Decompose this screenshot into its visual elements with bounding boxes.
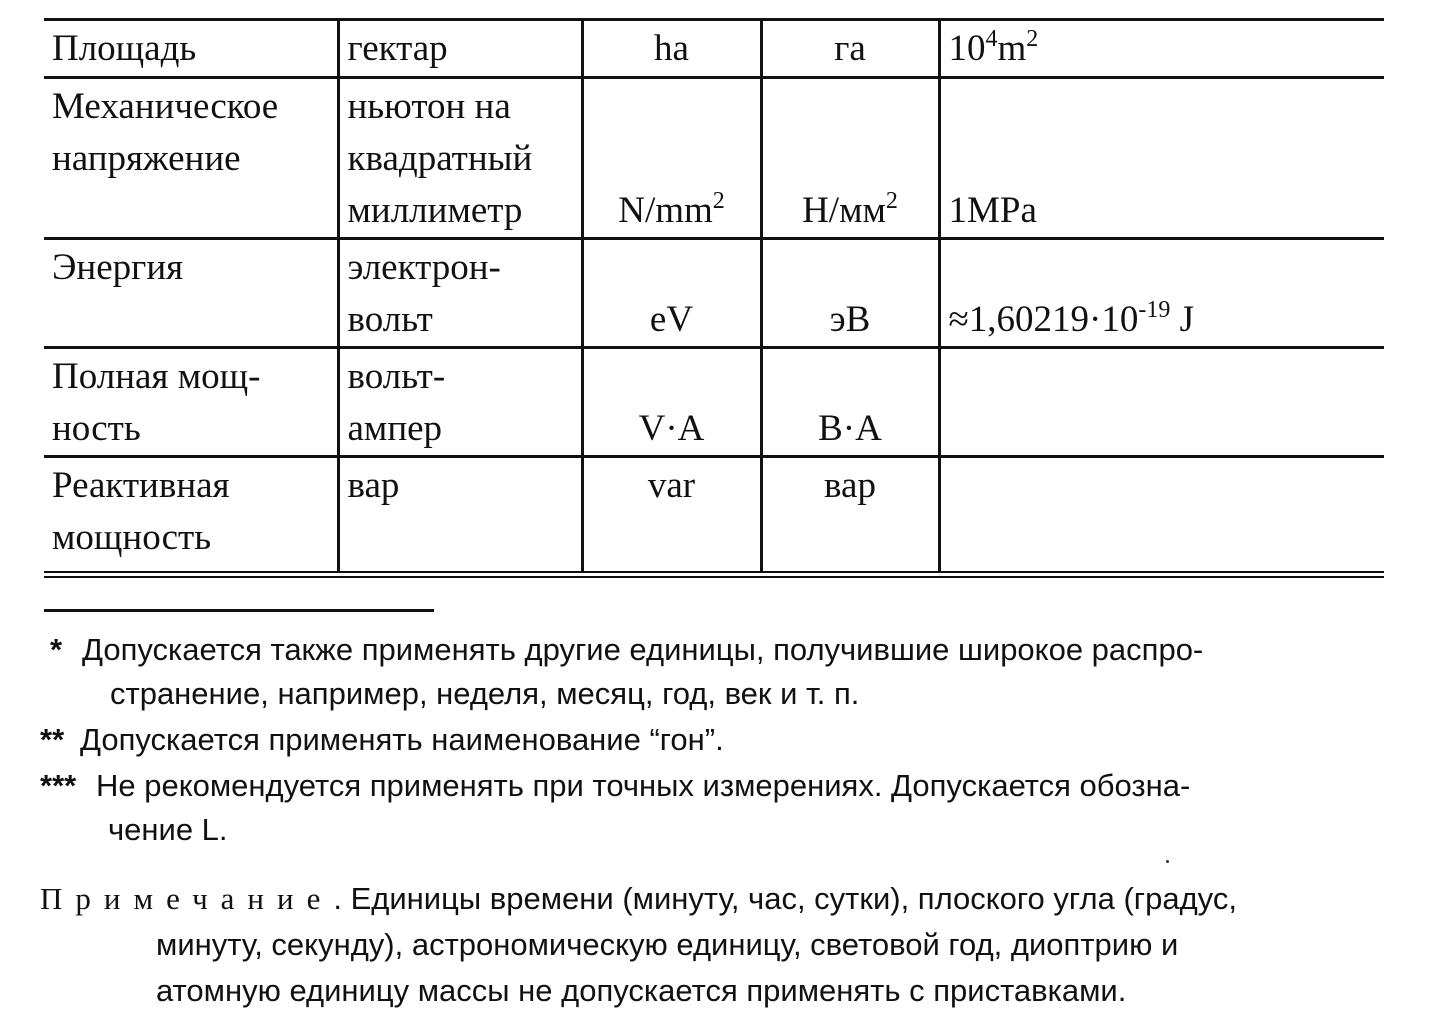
intl-symbol-cell [582, 457, 761, 575]
table-row [44, 239, 1384, 348]
unit-name-line: квадратный [347, 138, 533, 179]
unit-name-line: миллиметр [347, 190, 523, 231]
relation-value [949, 21, 1385, 75]
relation-exponent: -19 [1138, 297, 1171, 323]
relation-tail: m [997, 28, 1027, 69]
quantity-line: Полная мощ- [52, 356, 261, 397]
relation-base: 10 [948, 28, 986, 69]
footnote-text [96, 764, 1380, 852]
quantity-line: Энергия [52, 247, 184, 288]
quantity-line: ность [52, 408, 141, 449]
relation-cell [939, 78, 1384, 239]
relation-base: ≈1,60219·10 [948, 299, 1139, 340]
quantity-cell [44, 457, 338, 575]
note-block [40, 876, 1380, 1014]
rus-symbol-exponent: 2 [885, 188, 898, 214]
table-row [44, 348, 1384, 457]
unit-name-line: гектар [347, 28, 448, 69]
footnotes [40, 628, 1380, 854]
relation-tail-exponent: 2 [1026, 26, 1039, 52]
quantity-line: мощность [52, 517, 212, 558]
footnote-mark: *** [40, 768, 77, 803]
note-line: атомную единицу массы не допускается применять с приставками. [156, 973, 1127, 1008]
table-row [44, 457, 1384, 575]
relation-value: 1MPa [948, 190, 1037, 231]
rus-symbol-base: Н/мм [802, 190, 886, 231]
relation-cell [939, 20, 1384, 78]
intl-symbol: ha [654, 28, 689, 69]
footnote-mark: ** [40, 722, 65, 757]
unit-name-line: ампер [347, 408, 443, 449]
relation-value [949, 349, 1385, 351]
quantity-line: Реактивная [52, 465, 230, 506]
intl-symbol: var [647, 465, 696, 506]
rus-symbol: В·А [818, 408, 882, 449]
footnote-line: странение, например, неделя, месяц, год, век и т. п. [110, 676, 860, 711]
note-heading: Примечание [40, 881, 334, 916]
relation-cell [939, 239, 1384, 348]
intl-symbol-cell [582, 239, 761, 348]
unit-name-cell [338, 457, 582, 575]
quantity-line: напряжение [52, 138, 241, 179]
unit-name-line: вольт- [347, 356, 446, 397]
intl-symbol [584, 183, 760, 237]
footnote-mark: * [50, 632, 63, 667]
intl-symbol-cell [582, 348, 761, 457]
rus-symbol-cell [761, 239, 939, 348]
footnote [40, 628, 1380, 716]
quantity-line: Механическое [52, 86, 279, 127]
unit-name-line: вар [347, 465, 400, 506]
footnote-line: чение L. [108, 812, 228, 847]
table-row [44, 20, 1384, 78]
quantity-cell [44, 348, 338, 457]
unit-name-cell [338, 239, 582, 348]
rus-symbol: вар [824, 465, 876, 506]
note-text: . Единицы времени (минуту, час, сутки), плоского угла (градус, [333, 881, 1237, 916]
note-line: минуту, секунду), астрономическую единицу, световой год, диоптрию и [156, 927, 1179, 962]
quantity-cell [44, 20, 338, 78]
table-row [44, 78, 1384, 239]
rus-symbol-cell [761, 20, 939, 78]
rus-symbol: га [834, 28, 866, 69]
relation-value [949, 458, 1385, 460]
intl-symbol-exponent: 2 [712, 188, 725, 214]
quantity-cell [44, 78, 338, 239]
unit-name-cell [338, 348, 582, 457]
footnote-text [80, 718, 1380, 762]
intl-symbol-cell [582, 78, 761, 239]
rus-symbol-cell [761, 78, 939, 239]
note-line [40, 876, 1380, 922]
intl-symbol: V·A [638, 408, 705, 449]
quantity-cell [44, 239, 338, 348]
rus-symbol-cell [761, 348, 939, 457]
unit-name-line: вольт [347, 299, 433, 340]
footnote-line: Не рекомендуется применять при точных измерениях. Допускается обозна- [96, 768, 1191, 803]
footnote-divider [44, 609, 434, 612]
rus-symbol: эВ [829, 299, 871, 340]
rus-symbol-cell [761, 457, 939, 575]
intl-symbol: eV [649, 299, 694, 340]
unit-name-line: электрон- [347, 247, 501, 288]
relation-cell [939, 457, 1384, 575]
unit-name-cell [338, 20, 582, 78]
units-table [44, 18, 1384, 578]
intl-symbol-base: N/mm [618, 190, 713, 231]
footnote [40, 764, 1380, 852]
relation-exponent: 4 [985, 26, 998, 52]
footnote-line: Допускается также применять другие единицы, получившие широкое распро- [82, 632, 1204, 667]
quantity-line: Площадь [52, 28, 197, 69]
intl-symbol-cell [582, 20, 761, 78]
footnote-line: Допускается применять наименование “гон”. [80, 722, 724, 757]
relation-value [949, 292, 1385, 346]
unit-name-cell [338, 78, 582, 239]
relation-cell [939, 348, 1384, 457]
unit-name-line: ньютон на [347, 86, 511, 127]
stray-dot [1166, 860, 1169, 863]
footnote-text [82, 628, 1380, 716]
relation-tail: J [1170, 299, 1195, 340]
rus-symbol [763, 183, 938, 237]
footnote [40, 718, 1380, 762]
